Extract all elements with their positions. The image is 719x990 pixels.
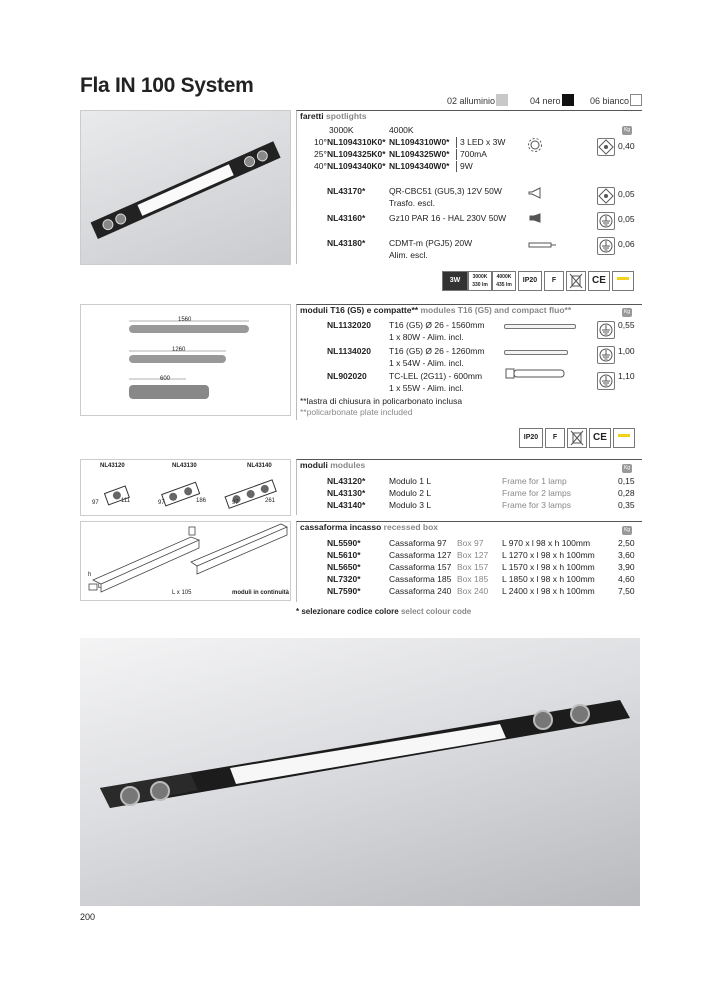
color-code-footnote: * selezionare codice colore select colour code (296, 607, 472, 616)
box-code: NL5590* (327, 538, 361, 548)
box-dims: L 970 x l 98 x h 100mm (502, 538, 591, 548)
spotlight-product-image (80, 110, 291, 265)
module-code: NL43120* (327, 476, 366, 486)
box-section-label: L x 105 (172, 590, 192, 596)
earth-ground-icon (597, 321, 615, 339)
color-swatch (630, 94, 642, 106)
extra-desc: QR-CBC51 (GU5,3) 12V 50W (389, 186, 502, 196)
extra-code: NL43170* (327, 186, 366, 196)
t16-desc-note: 1 x 55W - Alim. incl. (389, 383, 464, 393)
f-mark-icon: F (544, 271, 564, 291)
section-heading: faretti spotlights (300, 111, 367, 121)
t16-note-en: **policarbonate plate included (300, 407, 413, 417)
color-option-bianco (590, 94, 642, 106)
box-desc-en: Box 185 (457, 574, 489, 584)
module-code: NL43130* (327, 488, 366, 498)
box-dims: L 2400 x l 98 x h 100mm (502, 586, 595, 596)
frame-dim: 97 (232, 500, 239, 506)
spot-row-code-4000k: NL1094310W0* (389, 137, 450, 147)
section-heading: moduli modules (300, 460, 366, 470)
frame-dim: 261 (265, 498, 276, 504)
earth-ground-icon (597, 346, 615, 364)
weight-kg-icon: Kg (623, 465, 631, 471)
box-dims: L 1270 x l 98 x h 100mm (502, 550, 595, 560)
dim-600: 600 (160, 376, 171, 382)
t16-weight: 1,00 (618, 346, 635, 356)
box-desc-en: Box 97 (457, 538, 484, 548)
light-source-icon (612, 271, 634, 291)
extra-desc: Gz10 PAR 16 - HAL 230V 50W (389, 213, 507, 223)
box-desc-en: Box 127 (457, 550, 489, 560)
par-lamp-icon (527, 211, 543, 225)
module-weight: 0,28 (618, 488, 635, 498)
page-title: Fla IN 100 System (80, 74, 254, 97)
module-code: NL43140* (327, 500, 366, 510)
color-label: 04 nero (530, 96, 561, 106)
spot-row-code-3000k: NL1094310K0* (327, 137, 386, 147)
t16-desc: T16 (G5) Ø 26 - 1260mm (389, 346, 485, 356)
spot-row-code-3000k: NL1094325K0* (327, 149, 386, 159)
color-label: 06 bianco (590, 96, 630, 106)
section-heading: moduli T16 (G5) e compatte** modules T16 (G5) and compact fluo** (300, 305, 572, 315)
flux-3000k-badge: 3000K 330 lm (468, 271, 492, 291)
module-desc: Modulo 1 L (389, 476, 432, 486)
weee-bin-icon (566, 271, 586, 291)
box-code: NL7320* (327, 574, 361, 584)
spot-row-spec: 700mA (456, 149, 487, 160)
frame-label: NL43120 (100, 463, 125, 469)
weight-kg-icon: Kg (623, 309, 631, 315)
color-option-nero (530, 94, 574, 106)
earth-ground-icon (597, 372, 615, 390)
spot-row-code-3000k: NL1094340K0* (327, 161, 386, 171)
earth-ground-icon (597, 237, 615, 255)
t16-desc-note: 1 x 80W - Alim. incl. (389, 332, 464, 342)
ce-mark-icon: CE (589, 428, 611, 448)
extra-code: NL43180* (327, 238, 366, 248)
box-code: NL7590* (327, 586, 361, 596)
t16-weight: 0,55 (618, 320, 635, 330)
box-weight: 3,60 (618, 550, 635, 560)
box-weight: 4,60 (618, 574, 635, 584)
box-weight: 7,50 (618, 586, 635, 596)
col-3000k-header: 3000K (329, 125, 354, 135)
flux-4000k-badge: 4000K 435 lm (492, 271, 516, 291)
dichroic-lamp-icon (527, 186, 543, 200)
t16-note-it: **lastra di chiusura in policarbonato inclusa (300, 396, 463, 406)
box-code: NL5650* (327, 562, 361, 572)
extra-code: NL43160* (327, 213, 366, 223)
t16-code: NL902020 (327, 371, 367, 381)
spot-row-spec: 3 LED x 3W (456, 137, 505, 148)
color-swatch (562, 94, 574, 106)
spotlights-certifications (442, 271, 642, 291)
module-desc-en: Frame for 3 lamps (502, 500, 571, 510)
box-dims: L 1570 x l 98 x h 100mm (502, 562, 595, 572)
color-label: 02 alluminio (447, 96, 496, 106)
box-L-label: L (98, 584, 102, 590)
box-h-label: h (88, 572, 92, 578)
spot-row-angle: 40° (314, 161, 327, 171)
box-weight: 3,90 (618, 562, 635, 572)
section-heading: cassaforma incasso recessed box (300, 522, 438, 532)
frame-label: NL43140 (247, 463, 272, 469)
module-desc-en: Frame for 1 lamp (502, 476, 567, 486)
spot-row-angle: 25° (314, 149, 327, 159)
extra-weight: 0,05 (618, 189, 635, 199)
module-desc: Modulo 3 L (389, 500, 432, 510)
color-swatch (496, 94, 508, 106)
spot-row-code-4000k: NL1094325W0* (389, 149, 450, 159)
weight-kg-icon: Kg (623, 127, 631, 133)
spot-weight: 0,40 (618, 141, 635, 151)
ce-mark-icon: CE (588, 271, 610, 291)
box-desc-en: Box 157 (457, 562, 489, 572)
t16-code: NL1134020 (327, 346, 371, 356)
box-weight: 2,50 (618, 538, 635, 548)
t16-desc: TC-LEL (2G11) - 600mm (389, 371, 483, 381)
frame-dim: 97 (158, 500, 165, 506)
t16-weight: 1,10 (618, 371, 635, 381)
metal-halide-lamp-icon (527, 240, 557, 250)
color-option-alluminio (447, 94, 508, 106)
f-mark-icon: F (545, 428, 565, 448)
fluorescent-tube-icon (504, 324, 576, 329)
page-number: 200 (80, 912, 96, 922)
t16-certifications (519, 428, 642, 448)
ip20-badge: IP20 (519, 428, 543, 448)
module-weight: 0,35 (618, 500, 635, 510)
t16-desc: T16 (G5) Ø 26 - 1560mm (389, 320, 485, 330)
earth-ground-icon (597, 212, 615, 230)
box-dims: L 1850 x l 98 x h 100mm (502, 574, 595, 584)
weight-kg-icon: Kg (623, 527, 631, 533)
class-insulation-icon (597, 138, 615, 156)
box-desc: Cassaforma 185 (389, 574, 452, 584)
dim-1260: 1260 (172, 347, 186, 353)
compact-fluo-lamp-icon (504, 368, 566, 380)
continuous-modules-label: moduli in continuità (232, 590, 289, 596)
t16-code: NL1132020 (327, 320, 371, 330)
module-desc-en: Frame for 2 lamps (502, 488, 571, 498)
spot-row-code-4000k: NL1094340W0* (389, 161, 450, 171)
col-4000k-header: 4000K (389, 125, 414, 135)
frame-label: NL43130 (172, 463, 197, 469)
extra-desc: CDMT-m (PGJ5) 20W (389, 238, 473, 248)
weee-bin-icon (567, 428, 587, 448)
frame-dim: 111 (121, 498, 131, 504)
spot-row-angle: 10° (314, 137, 327, 147)
extra-weight: 0,06 (618, 239, 635, 249)
extra-desc-note: Trasfo. escl. (389, 198, 435, 208)
module-desc: Modulo 2 L (389, 488, 432, 498)
ip20-badge: IP20 (518, 271, 542, 291)
fluorescent-tube-icon (504, 350, 568, 355)
extra-weight: 0,05 (618, 214, 635, 224)
frame-dim: 186 (196, 498, 207, 504)
box-desc: Cassaforma 157 (389, 562, 452, 572)
t16-desc-note: 1 x 54W - Alim. incl. (389, 358, 464, 368)
spot-row-spec: 9W (456, 161, 473, 172)
box-code: NL5610* (327, 550, 361, 560)
box-desc: Cassaforma 240 (389, 586, 452, 596)
frame-dim: 97 (92, 500, 99, 506)
box-desc-en: Box 240 (457, 586, 489, 596)
installed-fixture-drawing (80, 638, 640, 906)
power-badge: 3W (442, 271, 468, 291)
box-desc: Cassaforma 127 (389, 550, 452, 560)
module-weight: 0,15 (618, 476, 635, 486)
spotlight-fixture-drawing (81, 111, 290, 264)
dim-1560: 1560 (178, 317, 192, 323)
installation-photo (80, 638, 640, 906)
extra-desc-note: Alim. escl. (389, 250, 428, 260)
light-source-icon (613, 428, 635, 448)
box-desc: Cassaforma 97 (389, 538, 447, 548)
led-symbol-icon (527, 137, 543, 153)
class-insulation-icon (597, 187, 615, 205)
